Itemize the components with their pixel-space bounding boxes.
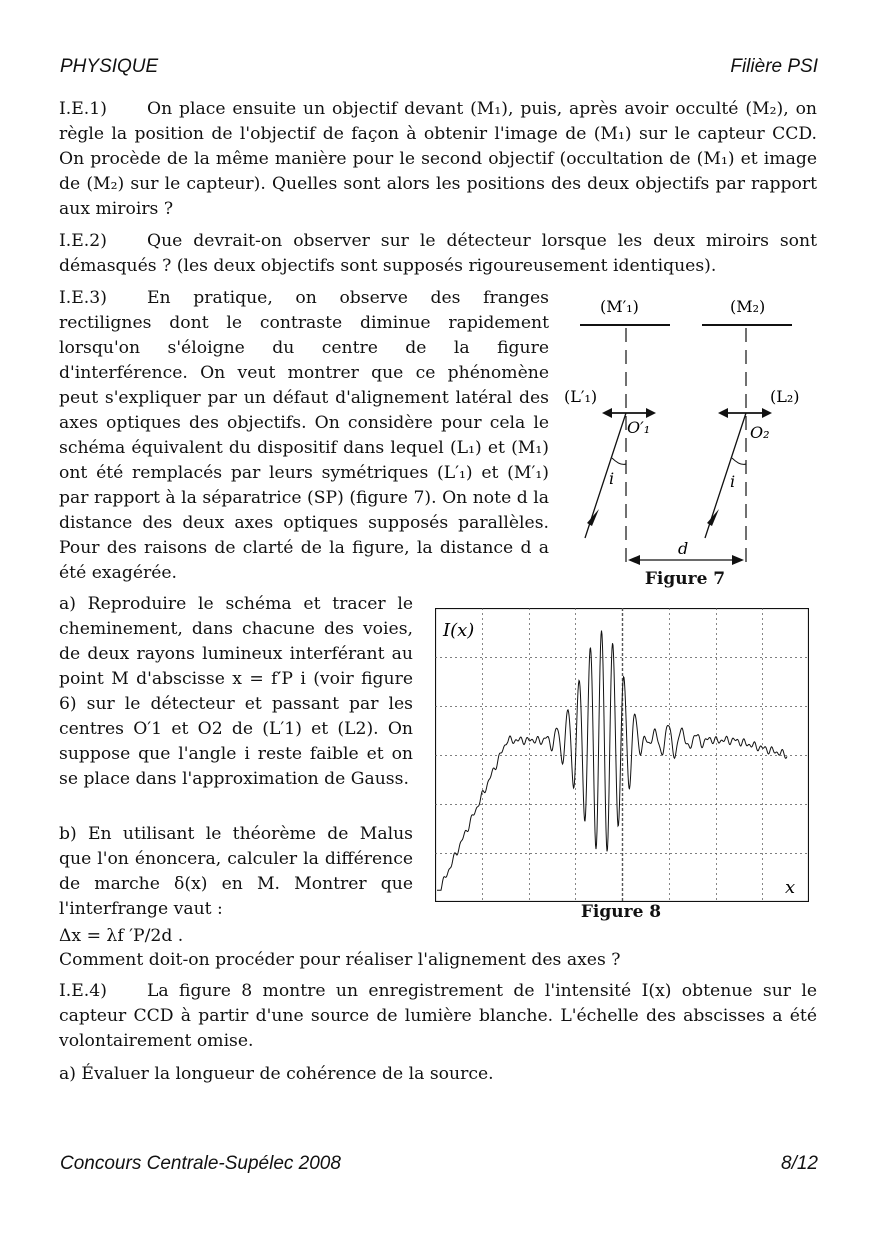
- figure-8-ylabel: I(x): [443, 620, 475, 641]
- section-ie4-tag: I.E.4): [59, 981, 107, 1001]
- section-ie3-tag: I.E.3): [59, 288, 107, 308]
- figure-8-xlabel: x: [785, 877, 796, 898]
- section-ie3-text: En pratique, on observe des franges rectilignes dont le contraste diminue rapidement lorsqu'on s'éloigne du centre de la figure d'interférence. On veut montrer que ce phénomène peut s'expliquer par un défaut d'alignement latéral des axes optiques des objectifs. On considère pour cela le schéma équivalent du dispositif dans lequel (L₁) et (M₁) ont été remplacés par leurs symétriques (L′₁) et (M′₁) par rapport à la séparatrice (SP) (figure 7). On note d la distance des deux axes optiques supposés parallèles. Pour des raisons de clarté de la figure, la distance d a été exagérée.: [59, 288, 549, 583]
- header-subject: PHYSIQUE: [60, 56, 159, 77]
- label-l1p: (L′₁): [564, 387, 598, 406]
- label-m2: (M₂): [730, 297, 766, 316]
- label-o2: O₂: [750, 423, 770, 442]
- figure-8: [435, 608, 809, 902]
- label-o1p: O′₁: [627, 418, 651, 437]
- angle-arc-left: [612, 458, 626, 464]
- header-track: Filière PSI: [730, 56, 818, 77]
- label-i-left: i: [609, 469, 615, 488]
- section-ie3: [59, 286, 549, 586]
- section-ie4-a: a) Évaluer la longueur de cohérence de la source.: [59, 1064, 494, 1084]
- lens-l2-arrow-right: [762, 408, 772, 418]
- section-ie4: [59, 979, 817, 1054]
- section-ie3-b-formula: Δx = λf ′P/2d .: [59, 926, 184, 946]
- label-m1p: (M′₁): [600, 297, 639, 316]
- label-l2: (L₂): [770, 387, 800, 406]
- section-ie2: [59, 229, 817, 279]
- angle-arc-right: [732, 458, 746, 464]
- section-ie1-tag: I.E.1): [59, 99, 107, 119]
- figure-7: [560, 290, 820, 590]
- section-ie3-a: a) Reproduire le schéma et tracer le cheminement, dans chacune des voies, de deux rayons lumineux interférant au point M d'abscisse x = f′P i (voir figure 6) sur le détecteur et passant par les centres O′1 et O2 de (L′1) et (L2). On suppose que l'angle i reste faible et on se place dans l'approximation de Gauss.: [59, 594, 413, 789]
- lens-l1p-arrow-right: [646, 408, 656, 418]
- footer-page: 8/12: [781, 1153, 818, 1174]
- figure-8-caption: Figure 8: [580, 902, 662, 922]
- figure-7-caption: Figure 7: [644, 569, 726, 589]
- section-ie2-tag: I.E.2): [59, 231, 107, 251]
- lens-l1p-arrow-left: [602, 408, 612, 418]
- lens-l2-arrow-left: [718, 408, 728, 418]
- label-i-right: i: [730, 472, 736, 491]
- section-ie4-text: La figure 8 montre un enregistrement de l'intensité I(x) obtenue sur le capteur CCD à partir d'une source de lumière blanche. L'échelle des abscisses a été volontairement omise.: [59, 981, 817, 1051]
- distance-d-arrow-right: [732, 555, 744, 565]
- label-d: d: [678, 539, 689, 558]
- section-ie2-text: Que devrait-on observer sur le détecteur lorsque les deux miroirs sont démasqués ? (les deux objectifs sont supposés rigoureusement identiques).: [59, 231, 817, 276]
- section-ie3-b: b) En utilisant le théorème de Malus que l'on énoncera, calculer la différence de marche δ(x) en M. Montrer que l'interfrange vaut :: [59, 824, 413, 919]
- section-ie3-b-end: Comment doit-on procéder pour réaliser l'alignement des axes ?: [59, 950, 621, 970]
- section-ie1: [59, 97, 817, 222]
- distance-d-arrow-left: [628, 555, 640, 565]
- section-ie1-text: On place ensuite un objectif devant (M₁), puis, après avoir occulté (M₂), on règle la position de l'objectif de façon à obtenir l'image de (M₁) sur le capteur CCD. On procède de la même manière pour le second objectif (occultation de (M₁) et image de (M₂) sur le capteur). Quelles sont alors les positions des deux objectifs par rapport aux miroirs ?: [59, 99, 817, 219]
- footer-contest: Concours Centrale-Supélec 2008: [60, 1153, 341, 1174]
